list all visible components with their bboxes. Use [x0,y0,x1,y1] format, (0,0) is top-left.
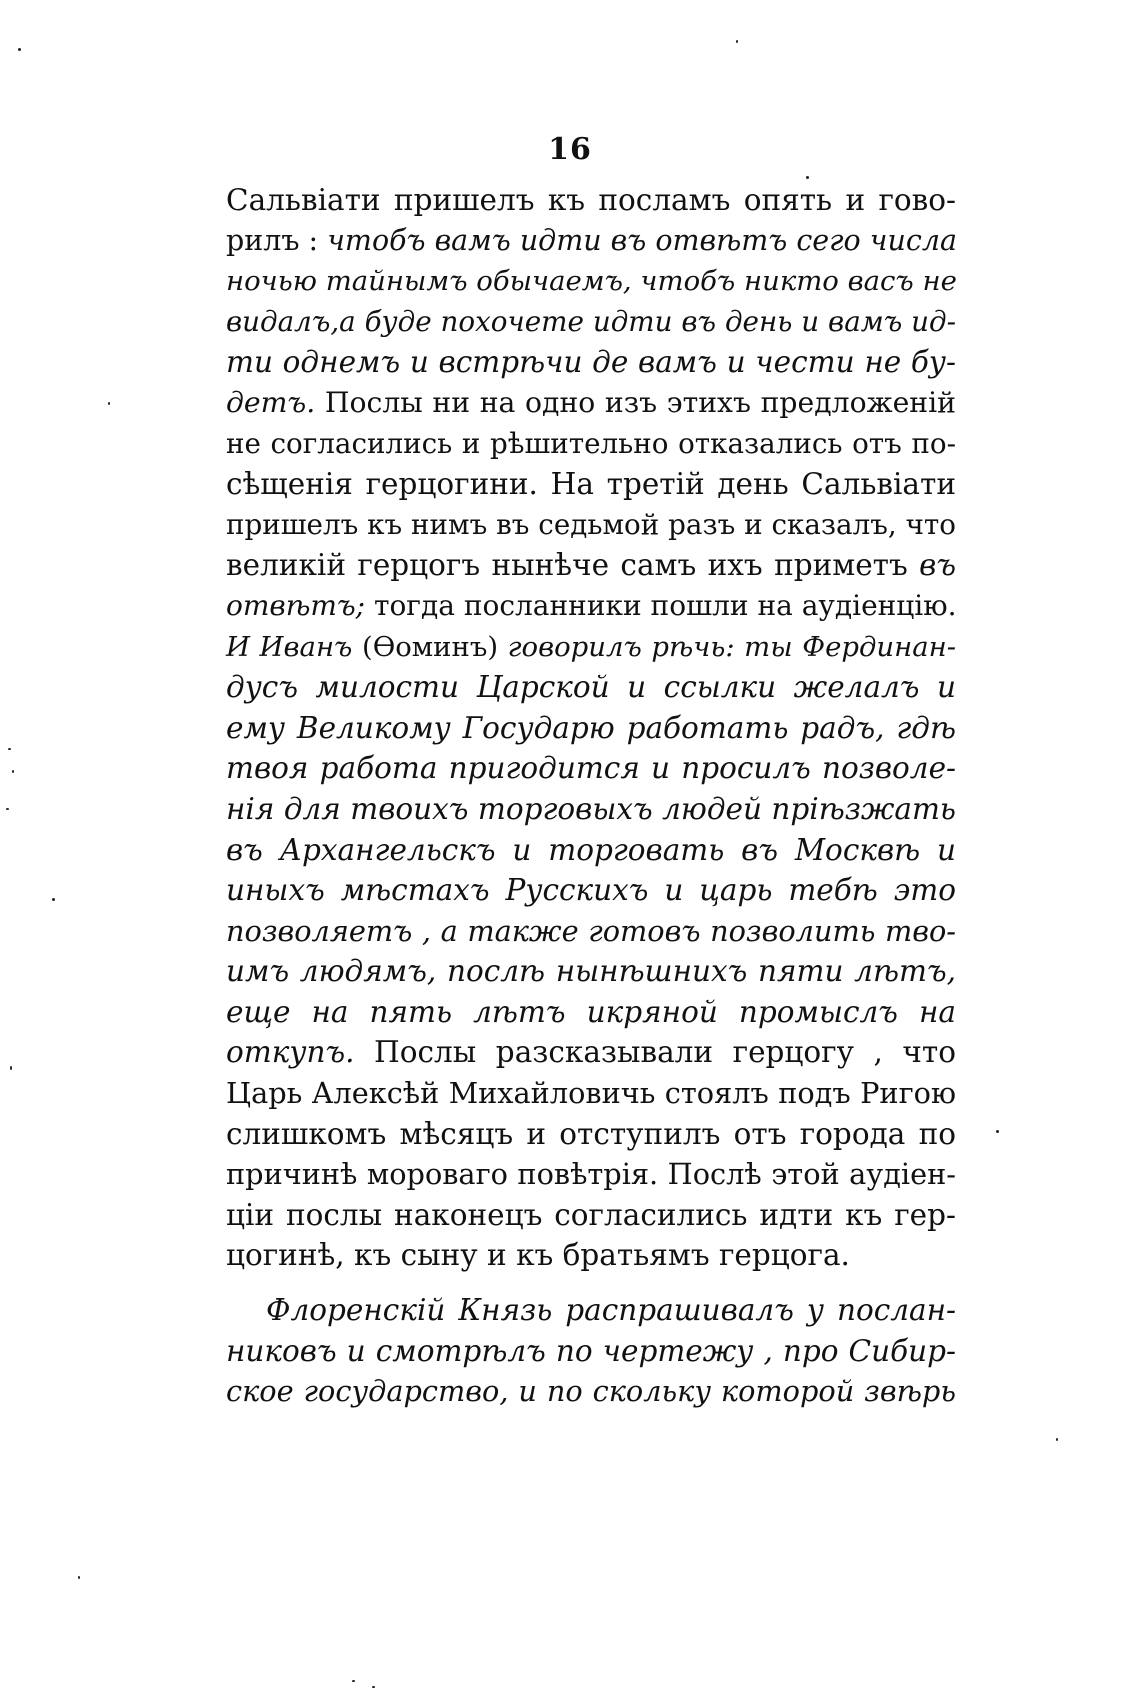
italic-segment: твоя работа пригодится и просилъ позволе- [226,751,956,786]
text-line [226,708,956,749]
text-segment: Послы разсказывали герцогу , что [354,1035,956,1070]
italic-segment: ское государство, и по скольку которой звѣрь [226,1374,956,1409]
text-line [226,302,956,343]
text-line [226,1032,956,1073]
text-segment: тогда посланники пошли на аудіенцію. [365,588,957,622]
text-line [226,789,956,830]
text-line [226,383,956,424]
text-line [226,1331,956,1372]
italic-segment: позволяетъ , а также готовъ позволить тво- [226,913,956,948]
paragraph-gap [226,1276,956,1290]
scan-speck [806,176,809,179]
text-segment: пришелъ къ нимъ въ седьмой разъ и сказалъ, что [226,507,956,541]
scan-speck [18,48,21,51]
italic-segment: ночью тайнымъ обычаемъ, чтобъ никто васъ не [226,265,957,298]
italic-segment: никовъ и смотрѣлъ по чертежу , про Сибир- [226,1333,956,1368]
text-line [226,586,956,627]
body-text [226,180,956,1412]
italic-segment: нія для твоихъ торговыхъ людей пріѣзжать [226,791,956,826]
text-line [226,424,956,465]
scan-speck [10,1066,12,1070]
italic-segment: говорилъ рѣчь: ты Фердинан- [507,630,956,663]
text-segment: Послы ни на одно изъ этихъ предложеній [315,385,956,419]
italic-segment: въ [919,548,956,583]
scan-speck [372,1686,375,1688]
scan-speck [8,748,11,750]
italic-segment: откупъ. [226,1035,355,1070]
text-line [226,1114,956,1155]
text-segment: сѣщенія герцогини. На третій день Сальвіати [226,467,956,502]
text-line [226,221,956,262]
text-line [226,1235,956,1276]
italic-segment: И Иванъ [226,630,353,663]
italic-segment: еще на пять лѣтъ икряной промыслъ на [226,994,956,1029]
text-segment: Царь Алексѣй Михайловичь стоялъ подъ Ригою [226,1076,956,1111]
text-line [226,992,956,1033]
scan-speck [996,1130,999,1133]
scan-speck [6,808,9,810]
text-segment: слишкомъ мѣсяцъ и отступилъ отъ города по [226,1116,956,1151]
text-segment: Сальвіати пришелъ къ посламъ опять и гово- [226,183,956,217]
text-line [226,505,956,546]
text-segment: рилъ : [226,223,328,257]
text-line [226,180,956,221]
scan-speck [352,1680,355,1682]
text-line [226,261,956,302]
text-segment: (Ѳоминъ) [352,630,508,663]
scan-speck [78,1576,80,1579]
text-line [226,830,956,871]
scan-speck [12,770,14,773]
scan-speck [736,40,738,43]
text-segment: великій герцогъ нынѣче самъ ихъ приметъ [226,548,920,583]
italic-segment: чтобъ вамъ идти въ отвѣтъ сего числа [327,223,957,257]
text-line [226,748,956,789]
italic-segment: въ Архангельскъ и торговать въ Москвѣ и [226,832,956,867]
text-line [226,667,956,708]
scan-speck [1056,1438,1058,1441]
italic-segment: иныхъ мѣстахъ Русскихъ и царь тебѣ это [226,873,956,908]
italic-segment: ти однемъ и встрѣчи де вамъ и чести не бу- [226,345,956,380]
text-line [226,1371,956,1412]
italic-segment: Флоренскій Князь распрашивалъ у послан- [266,1293,956,1328]
text-line [226,1195,956,1236]
text-segment: цогинѣ, къ сыну и къ братьямъ герцога. [226,1238,850,1273]
paragraph-2 [226,1290,956,1412]
italic-segment: отвѣтъ; [226,588,366,622]
italic-segment: дусъ милости Царской и ссылки желалъ и [226,670,956,705]
text-segment: ціи послы наконецъ согласились идти къ гер- [226,1197,956,1232]
italic-segment: имъ людямъ, послѣ нынѣшнихъ пяти лѣтъ, [226,954,956,989]
italic-segment: детъ. [226,385,316,419]
text-line [226,951,956,992]
scan-speck [108,402,110,405]
italic-segment: ему Великому Государю работать радъ, гдѣ [226,710,956,745]
paragraph-1 [226,180,956,1276]
italic-segment: видалъ,а буде похочете идти въ день и вамъ ид- [226,304,956,338]
text-line [226,1154,956,1195]
text-line [226,545,956,586]
text-line [226,464,956,505]
text-line [226,342,956,383]
text-line [226,870,956,911]
scan-speck [52,898,55,901]
text-line [226,1290,956,1331]
text-segment: не согласились и рѣшительно отказались отъ по- [226,426,956,460]
text-line [226,911,956,952]
text-segment: причинѣ мороваго повѣтрія. Послѣ этой аудіен- [226,1157,956,1192]
text-line [226,627,956,668]
page-number: 16 [548,132,592,167]
text-line [226,1073,956,1114]
